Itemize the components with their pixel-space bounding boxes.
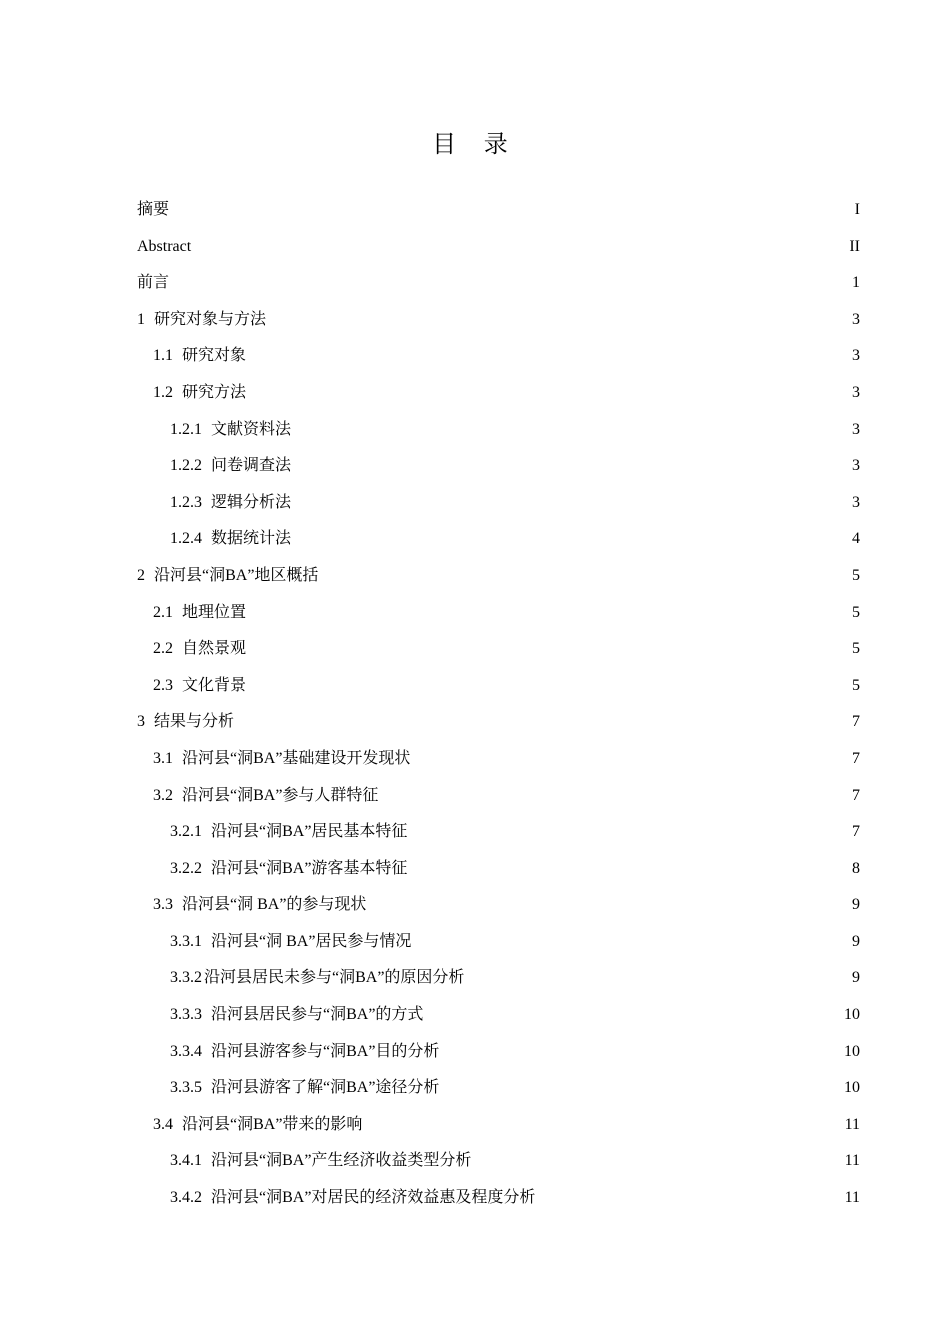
toc-entry-page: 5 bbox=[852, 640, 860, 658]
toc-entry-label: 前言 bbox=[137, 274, 170, 292]
toc-entry-page: 9 bbox=[852, 896, 860, 914]
toc-entry-page: 3 bbox=[852, 457, 860, 475]
toc-entry-page: 4 bbox=[852, 530, 860, 548]
toc-entry-3-3-3[interactable] bbox=[137, 997, 860, 1034]
toc-entry-1[interactable] bbox=[137, 302, 860, 339]
toc-entry-page: I bbox=[854, 201, 860, 218]
toc-entry-page: 9 bbox=[852, 932, 860, 950]
toc-entry-page: 7 bbox=[852, 713, 860, 731]
toc-entry-page: 9 bbox=[852, 969, 860, 987]
toc-entry-1-1[interactable] bbox=[137, 338, 860, 375]
toc-entry-number: 2 bbox=[137, 566, 145, 584]
toc-entry-label: 沿河县“洞BA”居民基本特征 bbox=[211, 823, 408, 841]
toc-entry-number: 3.1 bbox=[153, 749, 173, 767]
toc-entry-page: 7 bbox=[852, 749, 860, 767]
toc-entry-page: 3 bbox=[852, 420, 860, 438]
toc-entry-number: 1.2.1 bbox=[170, 420, 202, 438]
toc-entry-3-2[interactable] bbox=[137, 778, 860, 815]
toc-entry-number: 3.3.5 bbox=[170, 1079, 202, 1097]
toc-entry-3-3[interactable] bbox=[137, 887, 860, 924]
toc-entry-preface[interactable] bbox=[137, 265, 860, 302]
toc-entry-page: 3 bbox=[852, 347, 860, 365]
toc-entry-3-4-1[interactable] bbox=[137, 1143, 860, 1180]
toc-entry-number: 3.3.2 bbox=[170, 969, 202, 987]
toc-entry-number: 3.3 bbox=[153, 896, 173, 914]
toc-entry-label: 逻辑分析法 bbox=[211, 493, 292, 511]
toc-entry-label: 文化背景 bbox=[182, 676, 247, 694]
toc-entry-label: 自然景观 bbox=[182, 640, 247, 658]
toc-entry-number: 3.2.1 bbox=[170, 823, 202, 841]
toc-entry-label: 沿河县“洞BA”地区概括 bbox=[154, 566, 319, 584]
toc-entry-label: 地理位置 bbox=[182, 603, 247, 621]
toc-entry-page: 5 bbox=[852, 566, 860, 584]
toc-entry-number: 3.2 bbox=[153, 786, 173, 804]
toc-entry-number: 3 bbox=[137, 713, 145, 731]
toc-entry-label: 沿河县“洞BA”参与人群特征 bbox=[182, 786, 379, 804]
toc-entry-label: 文献资料法 bbox=[211, 420, 292, 438]
toc-entry-label: 沿河县“洞 BA”居民参与情况 bbox=[211, 932, 412, 950]
toc-entry-page: 3 bbox=[852, 383, 860, 401]
toc-entry-number: 1.2.3 bbox=[170, 493, 202, 511]
toc-entry-label: 沿河县“洞BA”基础建设开发现状 bbox=[182, 749, 411, 767]
toc-entry-3-2-2[interactable] bbox=[137, 851, 860, 888]
toc-entry-page: 11 bbox=[844, 1152, 860, 1170]
toc-entry-number: 1.1 bbox=[153, 347, 173, 365]
toc-entry-3-3-2[interactable] bbox=[137, 960, 860, 997]
toc-entry-abstract-en[interactable] bbox=[137, 229, 860, 266]
toc-entry-page: 8 bbox=[852, 859, 860, 877]
toc-entry-page: 7 bbox=[852, 823, 860, 841]
toc-entry-page: 3 bbox=[852, 493, 860, 511]
toc-entry-page: 10 bbox=[844, 1006, 860, 1024]
toc-entry-number: 1.2 bbox=[153, 383, 173, 401]
toc-entry-2-2[interactable] bbox=[137, 631, 860, 668]
toc-title: 目 录 bbox=[432, 130, 518, 158]
toc-entry-label: 沿河县“洞BA”对居民的经济效益惠及程度分析 bbox=[211, 1189, 536, 1207]
toc-entry-label: 沿河县游客了解“洞BA”途径分析 bbox=[211, 1079, 440, 1097]
toc-entry-page: 11 bbox=[844, 1115, 860, 1133]
toc-entry-number: 3.4.2 bbox=[170, 1189, 202, 1207]
toc-entry-label: 研究对象 bbox=[182, 347, 247, 365]
toc-entry-3-4-2[interactable] bbox=[137, 1180, 860, 1217]
toc-entry-number: 3.3.1 bbox=[170, 932, 202, 950]
toc-entry-label: 结果与分析 bbox=[154, 713, 235, 731]
toc-entry-number: 1.2.2 bbox=[170, 457, 202, 475]
toc-entry-3-2-1[interactable] bbox=[137, 814, 860, 851]
toc-entry-label: 摘要 bbox=[137, 201, 170, 218]
toc-entry-number: 3.3.3 bbox=[170, 1006, 202, 1024]
toc-entry-number: 1.2.4 bbox=[170, 530, 202, 548]
toc-entry-number: 3.4.1 bbox=[170, 1152, 202, 1170]
toc-entry-page: II bbox=[849, 237, 860, 255]
toc-entry-label: 问卷调查法 bbox=[211, 457, 292, 475]
toc-entry-1-2-2[interactable] bbox=[137, 448, 860, 485]
toc-entry-label: 研究对象与方法 bbox=[154, 310, 267, 328]
toc-entry-number: 1 bbox=[137, 310, 145, 328]
toc-entry-3-4[interactable] bbox=[137, 1107, 860, 1144]
toc-entry-3[interactable] bbox=[137, 704, 860, 741]
toc-entry-page: 11 bbox=[844, 1189, 860, 1207]
toc-entry-label: 沿河县“洞BA”游客基本特征 bbox=[211, 859, 408, 877]
toc-entry-number: 2.1 bbox=[153, 603, 173, 621]
toc-entry-3-3-5[interactable] bbox=[137, 1070, 860, 1107]
toc-entry-label: 沿河县“洞BA”带来的影响 bbox=[182, 1115, 363, 1133]
toc-entry-1-2[interactable] bbox=[137, 375, 860, 412]
toc-entry-2[interactable] bbox=[137, 558, 860, 595]
toc-entry-1-2-4[interactable] bbox=[137, 521, 860, 558]
toc-entry-3-3-1[interactable] bbox=[137, 924, 860, 961]
toc-entry-page: 5 bbox=[852, 676, 860, 694]
toc-entry-3-1[interactable] bbox=[137, 741, 860, 778]
toc-entry-1-2-3[interactable] bbox=[137, 485, 860, 522]
toc-entry-label: 沿河县“洞 BA”的参与现状 bbox=[182, 896, 367, 914]
toc-entry-label: 沿河县“洞BA”产生经济收益类型分析 bbox=[211, 1152, 472, 1170]
toc-entry-abstract-cn[interactable] bbox=[137, 192, 860, 229]
toc-entry-label: 研究方法 bbox=[182, 383, 247, 401]
toc-entry-label: Abstract bbox=[137, 237, 192, 255]
toc-entry-number: 2.2 bbox=[153, 640, 173, 658]
toc-entry-label: 沿河县居民未参与“洞BA”的原因分析 bbox=[204, 969, 465, 987]
toc-entry-page: 3 bbox=[852, 310, 860, 328]
toc-entry-label: 沿河县游客参与“洞BA”目的分析 bbox=[211, 1042, 440, 1060]
toc-entry-page: 7 bbox=[852, 786, 860, 804]
toc-entry-3-3-4[interactable] bbox=[137, 1034, 860, 1071]
toc-entry-number: 2.3 bbox=[153, 676, 173, 694]
toc-entry-2-1[interactable] bbox=[137, 595, 860, 632]
toc-entry-label: 沿河县居民参与“洞BA”的方式 bbox=[211, 1006, 424, 1024]
toc-entry-page: 10 bbox=[844, 1042, 860, 1060]
toc-entry-number: 3.4 bbox=[153, 1115, 173, 1133]
toc-entry-2-3[interactable] bbox=[137, 668, 860, 705]
toc-entry-number: 3.3.4 bbox=[170, 1042, 202, 1060]
toc-entry-page: 1 bbox=[852, 274, 860, 292]
toc-entry-page: 10 bbox=[844, 1079, 860, 1097]
toc-entry-label: 数据统计法 bbox=[211, 530, 292, 548]
toc-entry-1-2-1[interactable] bbox=[137, 412, 860, 449]
toc-entry-number: 3.2.2 bbox=[170, 859, 202, 877]
toc-entry-page: 5 bbox=[852, 603, 860, 621]
table-of-contents bbox=[137, 192, 860, 1217]
